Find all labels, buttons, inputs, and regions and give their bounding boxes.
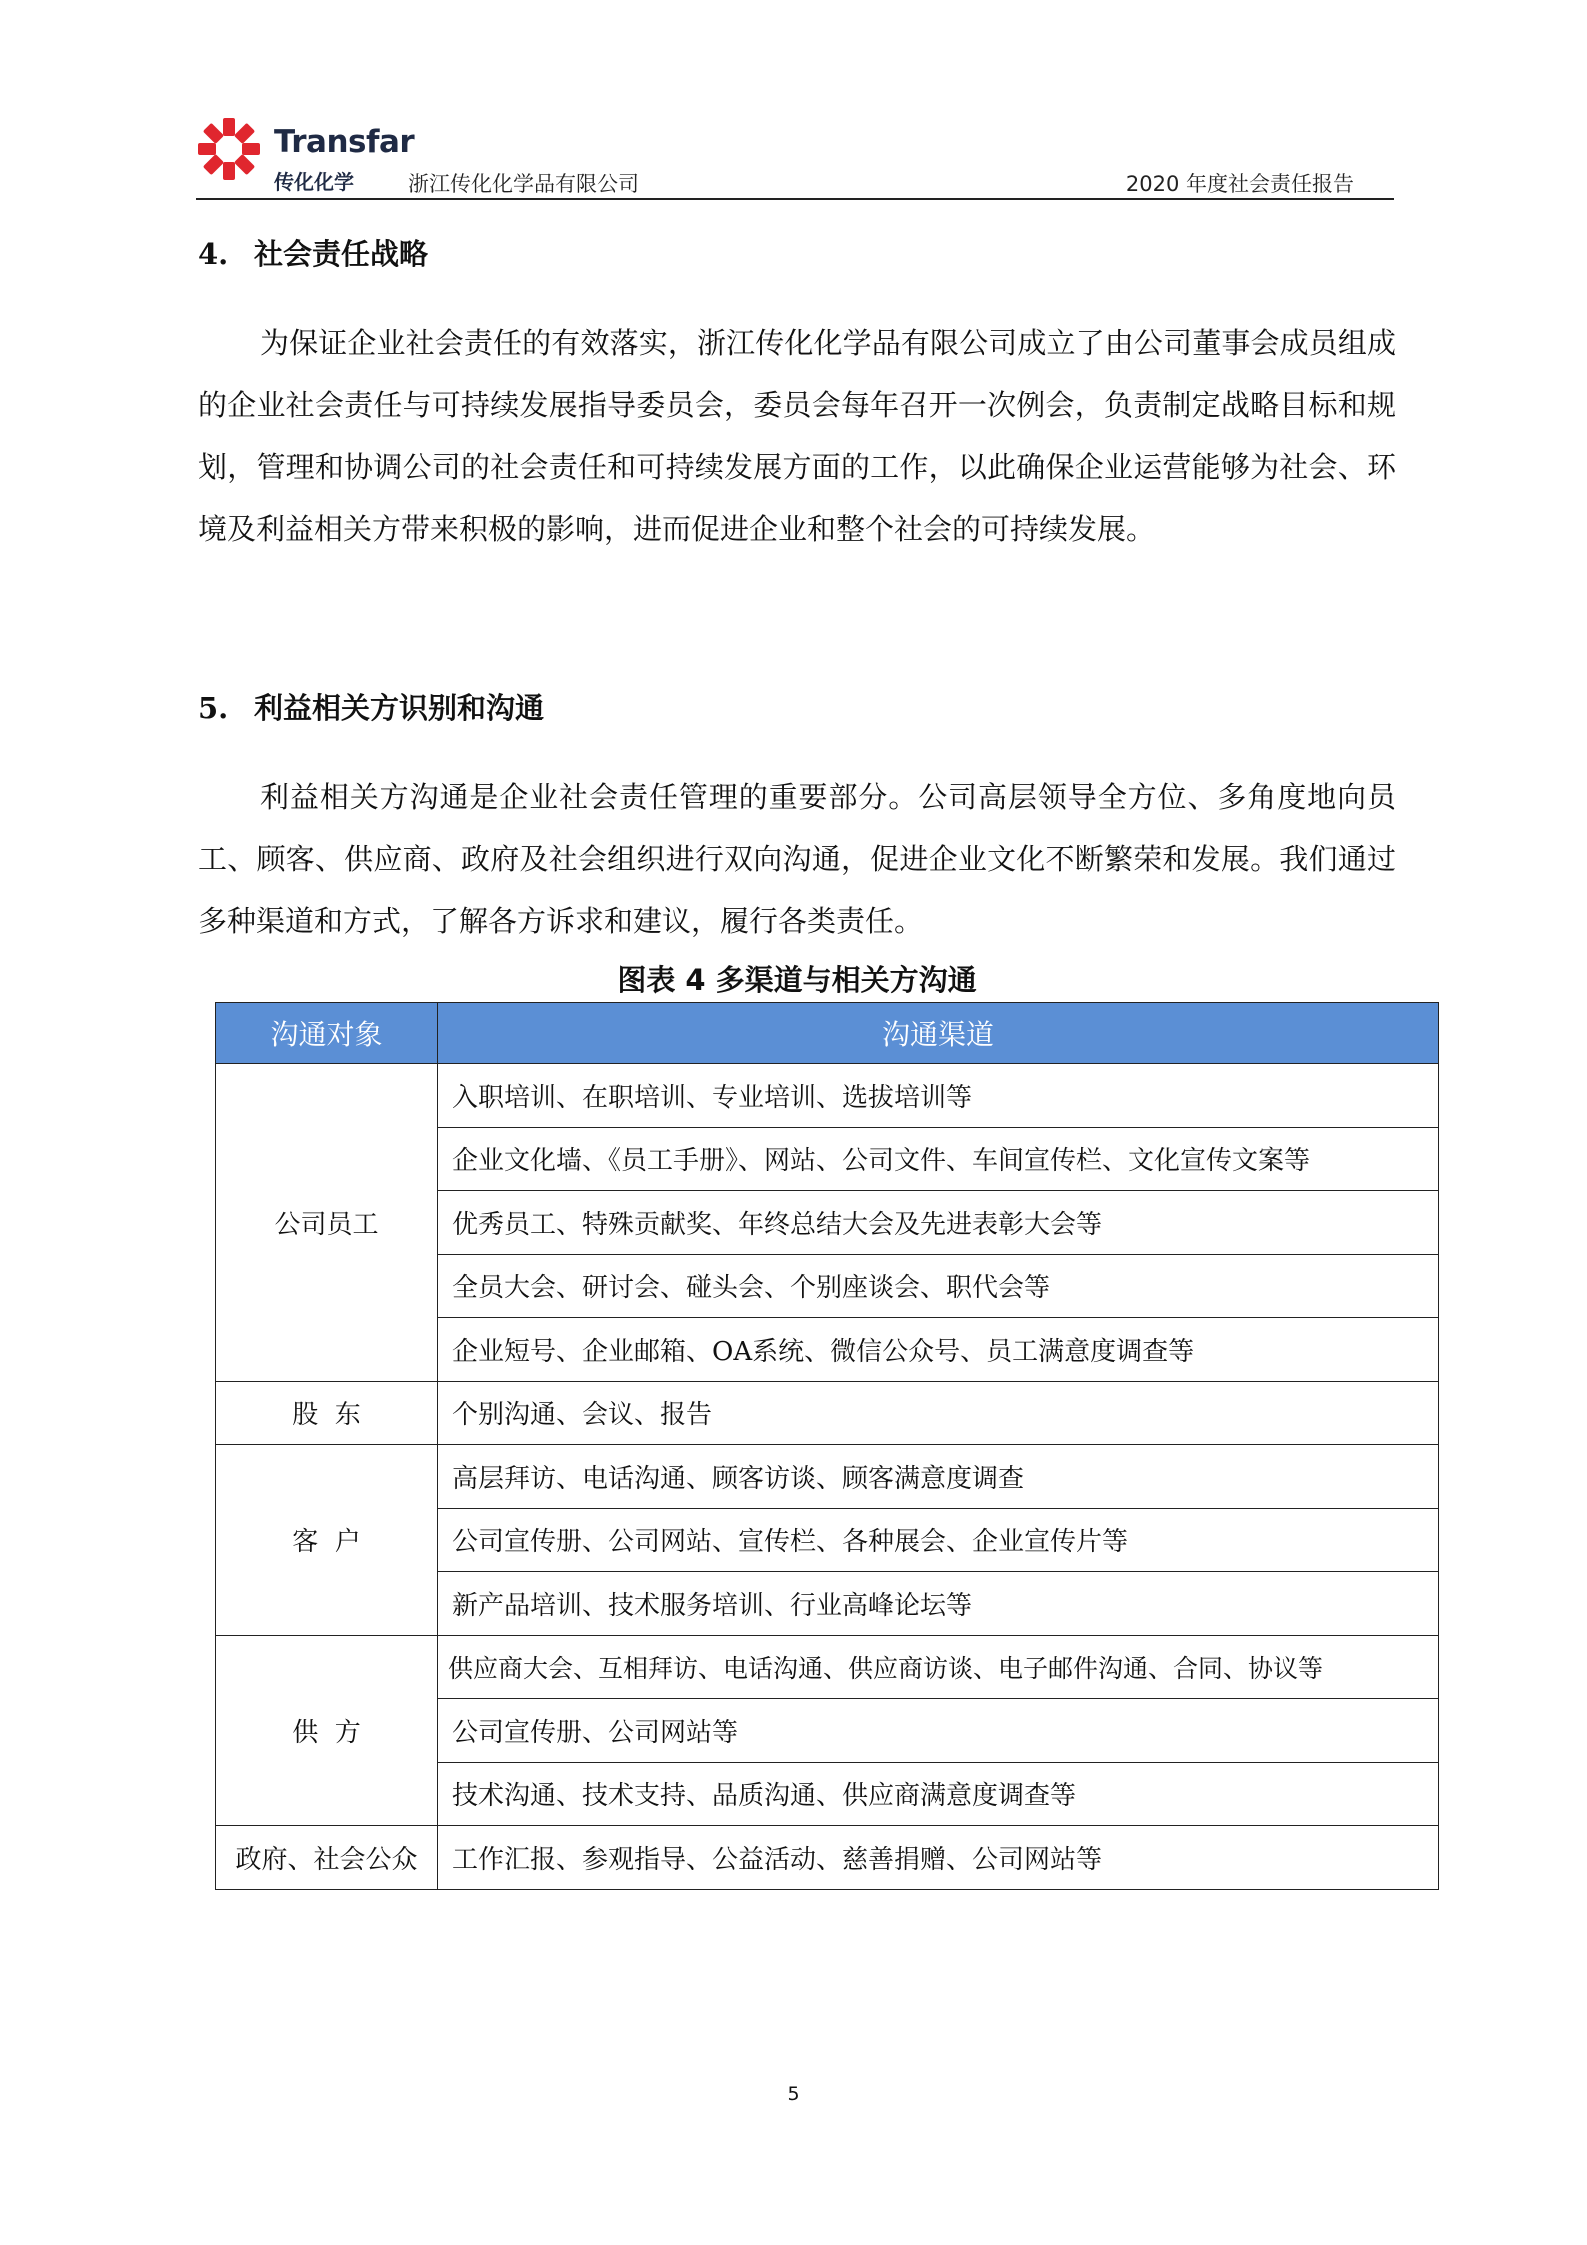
section-number: 4. (198, 237, 229, 271)
channel-cell: 公司宣传册、公司网站等 (438, 1699, 1439, 1763)
stakeholder-channel-table (215, 1002, 1439, 1890)
channel-cell: 入职培训、在职培训、专业培训、选拔培训等 (438, 1064, 1439, 1128)
section-4-paragraph: 为保证企业社会责任的有效落实，浙江传化化学品有限公司成立了由公司董事会成员组成的企业社会责任与可持续发展指导委员会，委员会每年召开一次例会，负责制定战略目标和规划，管理和协调公司的社会责任和可持续发展方面的工作，以此确保企业运营能够为社会、环境及利益相关方带来积极的影响，进而促进企业和整个社会的可持续发展。 (198, 326, 1396, 546)
object-cell: 客 户 (216, 1445, 438, 1636)
channel-cell: 供应商大会、互相拜访、电话沟通、供应商访谈、电子邮件沟通、合同、协议等 (438, 1635, 1439, 1699)
channel-cell: 技术沟通、技术支持、品质沟通、供应商满意度调查等 (438, 1762, 1439, 1826)
brand-name-cn: 传化化学 (274, 170, 354, 194)
brand-name-en: Transfar (274, 124, 415, 160)
channel-cell: 公司宣传册、公司网站、宣传栏、各种展会、企业宣传片等 (438, 1508, 1439, 1572)
table-caption: 图表 4 多渠道与相关方沟通 (617, 963, 977, 997)
table-row (216, 1635, 1439, 1699)
section-number: 5. (198, 691, 229, 725)
object-cell: 政府、社会公众 (216, 1826, 438, 1890)
column-header-object: 沟通对象 (216, 1003, 438, 1064)
channel-cell: 企业文化墙、《员工手册》、网站、公司文件、车间宣传栏、文化宣传文案等 (438, 1127, 1439, 1191)
channel-cell: 个别沟通、会议、报告 (438, 1381, 1439, 1445)
table-header-row (216, 1003, 1439, 1064)
channel-cell: 高层拜访、电话沟通、顾客访谈、顾客满意度调查 (438, 1445, 1439, 1509)
object-cell: 股 东 (216, 1381, 438, 1445)
object-cell: 供 方 (216, 1635, 438, 1826)
table-row (216, 1826, 1439, 1890)
object-cell: 公司员工 (216, 1064, 438, 1382)
table-row (216, 1381, 1439, 1445)
column-header-channel: 沟通渠道 (438, 1003, 1439, 1064)
section-4-heading (198, 232, 428, 273)
channel-cell: 工作汇报、参观指导、公益活动、慈善捐赠、公司网站等 (438, 1826, 1439, 1890)
channel-cell: 企业短号、企业邮箱、OA系统、微信公众号、员工满意度调查等 (438, 1318, 1439, 1382)
company-name: 浙江传化化学品有限公司 (408, 172, 639, 196)
section-5-heading (198, 686, 544, 727)
section-title: 利益相关方识别和沟通 (254, 691, 545, 725)
transfar-logo-icon (196, 116, 262, 182)
section-title: 社会责任战略 (254, 237, 429, 271)
header-divider (196, 198, 1394, 200)
page-header (196, 110, 1394, 202)
channel-cell: 优秀员工、特殊贡献奖、年终总结大会及先进表彰大会等 (438, 1191, 1439, 1255)
page-number: 5 (787, 2083, 800, 2105)
table-row (216, 1445, 1439, 1509)
channel-cell: 全员大会、研讨会、碰头会、个别座谈会、职代会等 (438, 1254, 1439, 1318)
report-title: 2020 年度社会责任报告 (1125, 172, 1354, 196)
channel-cell: 新产品培训、技术服务培训、行业高峰论坛等 (438, 1572, 1439, 1636)
table-row (216, 1064, 1439, 1128)
section-5-paragraph: 利益相关方沟通是企业社会责任管理的重要部分。公司高层领导全方位、多角度地向员工、顾客、供应商、政府及社会组织进行双向沟通，促进企业文化不断繁荣和发展。我们通过多种渠道和方式，了解各方诉求和建议，履行各类责任。 (198, 780, 1396, 938)
